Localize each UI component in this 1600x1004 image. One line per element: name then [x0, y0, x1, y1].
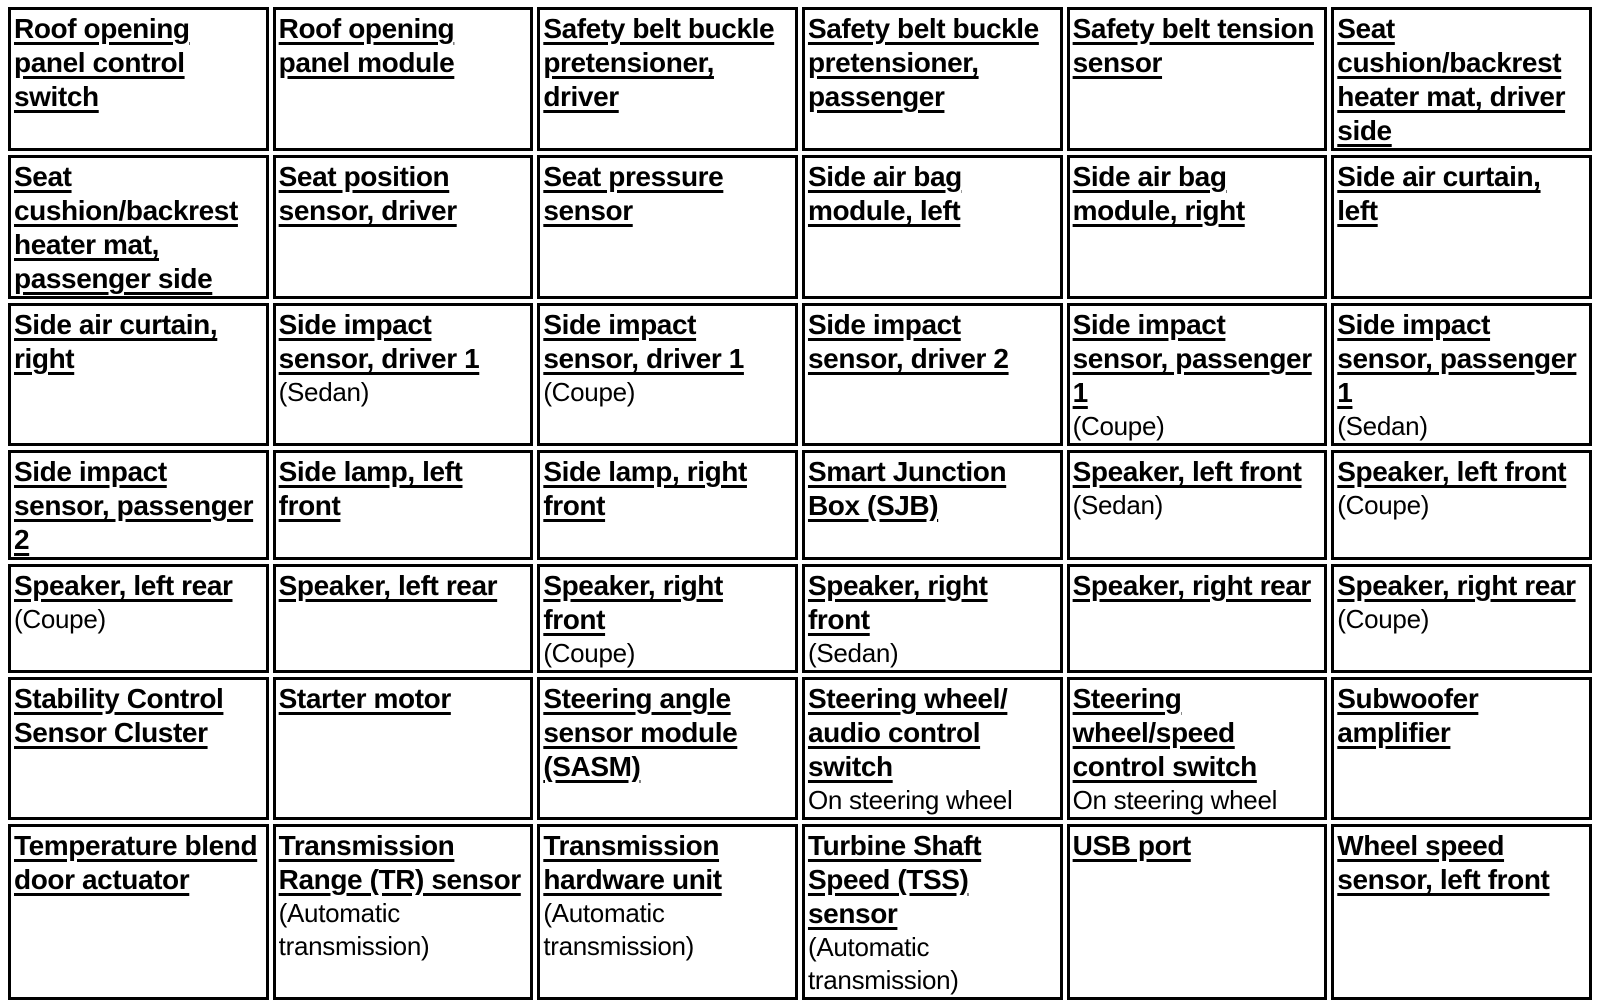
component-cell [537, 303, 798, 446]
component-note: (Automatic transmission) [807, 932, 959, 995]
component-link[interactable]: Speaker, left front [1072, 456, 1302, 487]
component-link[interactable]: Speaker, left rear [14, 570, 233, 601]
component-link[interactable]: USB port [1072, 830, 1191, 861]
component-cell [1331, 824, 1592, 1000]
component-cell [537, 155, 798, 299]
component-link[interactable]: Steering wheel/speed control switch [1072, 683, 1257, 782]
component-link[interactable]: Side impact sensor, passenger 1 [1072, 309, 1312, 408]
component-link[interactable]: Speaker, right front [543, 570, 723, 635]
component-link[interactable]: Transmission Range (TR) sensor [278, 830, 521, 895]
table-row [8, 7, 1592, 151]
component-note: (Automatic transmission) [543, 898, 695, 961]
table-row [8, 450, 1592, 560]
component-link[interactable]: Seat cushion/backrest heater mat, driver side [1337, 13, 1566, 146]
component-cell [802, 450, 1063, 560]
component-link[interactable]: Safety belt tension sensor [1072, 13, 1314, 78]
component-link[interactable]: Temperature blend door actuator [14, 830, 258, 895]
component-cell [273, 564, 534, 673]
component-grid-body [8, 7, 1592, 1000]
component-cell [8, 824, 269, 1000]
component-link[interactable]: Transmission hardware unit [543, 830, 722, 895]
component-link[interactable]: Wheel speed sensor, left front [1337, 830, 1550, 895]
component-note: (Sedan) [1072, 490, 1164, 520]
component-note: (Coupe) [1072, 411, 1165, 441]
component-cell [273, 7, 534, 151]
component-link[interactable]: Speaker, right front [807, 570, 988, 635]
component-cell [273, 824, 534, 1000]
component-link[interactable]: Side air curtain, left [1337, 161, 1541, 226]
component-link[interactable]: Roof opening panel module [278, 13, 455, 78]
component-link[interactable]: Speaker, right rear [1337, 570, 1576, 601]
component-cell [1067, 564, 1328, 673]
component-note: (Coupe) [543, 377, 636, 407]
component-link[interactable]: Side lamp, right front [543, 456, 747, 521]
component-link[interactable]: Side impact sensor, passenger 1 [1337, 309, 1577, 408]
component-cell [273, 155, 534, 299]
component-link[interactable]: Safety belt buckle pretensioner, driver [543, 13, 775, 112]
component-link[interactable]: Seat position sensor, driver [278, 161, 457, 226]
component-link[interactable]: Smart Junction Box (SJB) [807, 456, 1007, 521]
component-note: (Coupe) [1337, 490, 1430, 520]
component-cell [1331, 564, 1592, 673]
table-row [8, 303, 1592, 446]
table-row [8, 677, 1592, 820]
component-note: (Sedan) [1337, 411, 1428, 441]
component-link[interactable]: Seat cushion/backrest heater mat, passenger side [14, 161, 238, 294]
component-link[interactable]: Side impact sensor, driver 1 [543, 309, 744, 374]
component-cell [1331, 155, 1592, 299]
component-link[interactable]: Side impact sensor, passenger 2 [14, 456, 254, 555]
component-locator-table [4, 3, 1596, 1004]
component-cell [1331, 303, 1592, 446]
component-link[interactable]: Starter motor [278, 683, 451, 714]
component-link[interactable]: Side air bag module, left [807, 161, 962, 226]
component-link[interactable]: Turbine Shaft Speed (TSS) sensor [807, 830, 982, 929]
component-cell [8, 450, 269, 560]
component-cell [1067, 450, 1328, 560]
component-cell [1067, 7, 1328, 151]
component-cell [8, 303, 269, 446]
component-link[interactable]: Subwoofer amplifier [1337, 683, 1479, 748]
component-link[interactable]: Side air bag module, right [1072, 161, 1245, 226]
component-link[interactable]: Steering angle sensor module (SASM) [543, 683, 738, 782]
component-cell [8, 7, 269, 151]
component-link[interactable]: Side impact sensor, driver 1 [278, 309, 480, 374]
table-row [8, 824, 1592, 1000]
component-note: (Sedan) [807, 638, 899, 668]
component-cell [802, 824, 1063, 1000]
component-note: (Automatic transmission) [278, 898, 430, 961]
component-cell [1067, 824, 1328, 1000]
component-cell [273, 450, 534, 560]
component-cell [802, 303, 1063, 446]
component-link[interactable]: Side lamp, left front [278, 456, 463, 521]
component-link[interactable]: Steering wheel/ audio control switch [807, 683, 1008, 782]
component-cell [537, 824, 798, 1000]
component-cell [802, 155, 1063, 299]
component-note: (Coupe) [14, 604, 106, 634]
component-note: (Sedan) [278, 377, 370, 407]
component-cell [273, 303, 534, 446]
table-row [8, 155, 1592, 299]
component-link[interactable]: Side impact sensor, driver 2 [807, 309, 1009, 374]
component-cell [1067, 677, 1328, 820]
component-cell [537, 677, 798, 820]
component-link[interactable]: Side air curtain, right [14, 309, 218, 374]
component-link[interactable]: Stability Control Sensor Cluster [14, 683, 224, 748]
table-row [8, 564, 1592, 673]
component-cell [1331, 450, 1592, 560]
component-cell [8, 564, 269, 673]
component-cell [8, 155, 269, 299]
component-cell [802, 7, 1063, 151]
component-link[interactable]: Seat pressure sensor [543, 161, 724, 226]
component-cell [537, 7, 798, 151]
component-cell [1067, 155, 1328, 299]
component-cell [537, 564, 798, 673]
component-link[interactable]: Roof opening panel control switch [14, 13, 190, 112]
component-cell [8, 677, 269, 820]
component-link[interactable]: Speaker, left rear [278, 570, 498, 601]
component-note: On steering wheel [1072, 785, 1278, 815]
component-note: (Coupe) [543, 638, 636, 668]
component-link[interactable]: Speaker, left front [1337, 456, 1567, 487]
component-cell [802, 564, 1063, 673]
component-cell [802, 677, 1063, 820]
component-cell [273, 677, 534, 820]
component-note: On steering wheel [807, 785, 1013, 815]
component-link[interactable]: Speaker, right rear [1072, 570, 1311, 601]
component-cell [1331, 677, 1592, 820]
component-cell [537, 450, 798, 560]
component-link[interactable]: Safety belt buckle pretensioner, passenger [807, 13, 1039, 112]
component-cell [1067, 303, 1328, 446]
component-note: (Coupe) [1337, 604, 1430, 634]
component-cell [1331, 7, 1592, 151]
